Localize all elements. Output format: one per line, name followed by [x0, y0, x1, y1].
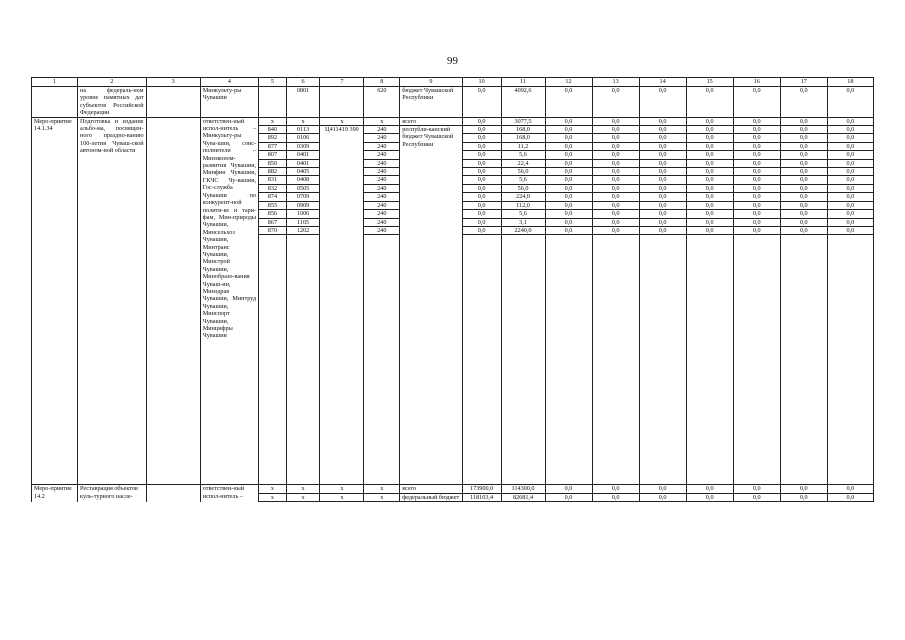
value-cell: 0,0: [686, 493, 733, 501]
value-cell: 0,0: [686, 168, 733, 176]
column-header: 14: [639, 78, 686, 87]
value-cell: 0,0: [592, 184, 639, 192]
value-cell: 0,0: [639, 176, 686, 184]
section-code-cell: 1202: [286, 226, 320, 234]
column-header: 12: [545, 78, 592, 87]
value-cell: 56,0: [501, 184, 545, 192]
value-cell: 0,0: [462, 126, 501, 134]
value-cell: 0,0: [733, 485, 780, 493]
value-cell: 0,0: [780, 168, 827, 176]
value-cell: 0,0: [639, 168, 686, 176]
value-cell: 0,0: [639, 210, 686, 218]
value-cell: [639, 235, 686, 485]
section-code-cell: 0801: [286, 87, 320, 118]
grbs-cell: 856: [259, 210, 287, 218]
value-cell: 0,0: [639, 218, 686, 226]
expense-type-cell: x: [364, 485, 400, 493]
value-cell: 0,0: [780, 184, 827, 192]
value-cell: 168,0: [501, 134, 545, 142]
value-cell: 0,0: [686, 201, 733, 209]
expense-type-cell: 240: [364, 168, 400, 176]
value-cell: 0,0: [733, 184, 780, 192]
value-cell: 0,0: [545, 201, 592, 209]
value-cell: 0,0: [462, 193, 501, 201]
section-code-cell: 0405: [286, 168, 320, 176]
value-cell: 0,0: [592, 218, 639, 226]
value-cell: 0,0: [780, 218, 827, 226]
value-cell: 0,0: [545, 193, 592, 201]
value-cell: 0,0: [545, 168, 592, 176]
column-header: 7: [320, 78, 364, 87]
expense-type-cell: 240: [364, 159, 400, 167]
value-cell: 3,1: [501, 218, 545, 226]
target-code-cell: [320, 87, 364, 118]
grbs-cell: [259, 235, 287, 485]
column-header: 1: [32, 78, 78, 87]
expense-type-cell: x: [364, 493, 400, 501]
value-cell: [592, 235, 639, 485]
funding-source-cell: всего: [400, 485, 462, 493]
value-cell: 4092,6: [501, 87, 545, 118]
value-cell: 0,0: [827, 218, 873, 226]
value-cell: 0,0: [733, 218, 780, 226]
column-header: 8: [364, 78, 400, 87]
value-cell: [501, 235, 545, 485]
section-code-cell: [286, 235, 320, 485]
value-cell: 0,0: [639, 226, 686, 234]
value-cell: [462, 235, 501, 485]
grbs-cell: 877: [259, 142, 287, 150]
value-cell: 5,6: [501, 210, 545, 218]
table-row: [32, 485, 874, 493]
value-cell: 0,0: [780, 176, 827, 184]
value-cell: 0,0: [733, 201, 780, 209]
value-cell: 0,0: [545, 151, 592, 159]
section-code-cell: 0909: [286, 201, 320, 209]
value-cell: 0,0: [686, 218, 733, 226]
value-cell: 173900,0: [462, 485, 501, 493]
value-cell: 0,0: [545, 176, 592, 184]
column-header: 13: [592, 78, 639, 87]
value-cell: 0,0: [462, 87, 501, 118]
column-header: 3: [146, 78, 200, 87]
value-cell: 0,0: [462, 151, 501, 159]
value-cell: 0,0: [545, 159, 592, 167]
value-cell: 0,0: [462, 159, 501, 167]
activity-name-cell: Реставрация объектов куль-турного насле-: [78, 485, 147, 502]
table-row: [32, 87, 874, 118]
column-header: 18: [827, 78, 873, 87]
value-cell: 0,0: [639, 485, 686, 493]
value-cell: 11,2: [501, 142, 545, 150]
expense-type-cell: 240: [364, 151, 400, 159]
value-cell: 0,0: [592, 210, 639, 218]
activity-name-cell: Подготовка и издание альбо-ма, посвящен-ного праздно-ванию 100-летия Чуваш-ской автоном-ной области: [78, 117, 147, 485]
value-cell: 0,0: [462, 142, 501, 150]
value-cell: 0,0: [592, 193, 639, 201]
value-cell: 0,0: [827, 117, 873, 125]
column-header: 15: [686, 78, 733, 87]
value-cell: 0,0: [462, 201, 501, 209]
column-header: 4: [200, 78, 258, 87]
section-code-cell: 0113: [286, 126, 320, 134]
grbs-cell: 867: [259, 218, 287, 226]
value-cell: 0,0: [780, 159, 827, 167]
section-code-cell: 0709: [286, 193, 320, 201]
value-cell: 82681,4: [501, 493, 545, 501]
grbs-cell: x: [259, 485, 287, 493]
value-cell: 0,0: [733, 168, 780, 176]
expense-type-cell: 240: [364, 218, 400, 226]
value-cell: 2240,0: [501, 226, 545, 234]
value-cell: 0,0: [827, 201, 873, 209]
funding-source-cell: республи-канский бюджет Чувашской Республики: [400, 126, 462, 485]
value-cell: 0,0: [639, 151, 686, 159]
column-header: 17: [780, 78, 827, 87]
value-cell: 0,0: [639, 134, 686, 142]
value-cell: 0,0: [827, 493, 873, 501]
expense-type-cell: 240: [364, 142, 400, 150]
value-cell: 5,6: [501, 151, 545, 159]
value-cell: 0,0: [545, 117, 592, 125]
expense-type-cell: [364, 235, 400, 485]
value-cell: 0,0: [733, 159, 780, 167]
funding-source-cell: бюджет Чувашской Республики: [400, 87, 462, 118]
value-cell: 0,0: [686, 184, 733, 192]
section-code-cell: 0401: [286, 159, 320, 167]
grbs-cell: 892: [259, 134, 287, 142]
value-cell: 0,0: [686, 134, 733, 142]
value-cell: 0,0: [639, 117, 686, 125]
column-header: 9: [400, 78, 462, 87]
value-cell: 0,0: [545, 218, 592, 226]
value-cell: 0,0: [462, 168, 501, 176]
section-code-cell: 0401: [286, 151, 320, 159]
value-cell: [686, 235, 733, 485]
grbs-cell: 870: [259, 226, 287, 234]
page-number: 99: [447, 55, 458, 67]
section-code-cell: 1006: [286, 210, 320, 218]
value-cell: 0,0: [827, 210, 873, 218]
empty-cell: [146, 117, 200, 485]
value-cell: 0,0: [592, 226, 639, 234]
column-header: 16: [733, 78, 780, 87]
value-cell: 56,0: [501, 168, 545, 176]
value-cell: 224,0: [501, 193, 545, 201]
grbs-cell: 831: [259, 176, 287, 184]
value-cell: [733, 235, 780, 485]
value-cell: 0,0: [592, 126, 639, 134]
section-code-cell: 0309: [286, 142, 320, 150]
expense-type-cell: 240: [364, 176, 400, 184]
value-cell: 0,0: [686, 485, 733, 493]
value-cell: 0,0: [545, 126, 592, 134]
value-cell: 0,0: [827, 193, 873, 201]
value-cell: 112,0: [501, 201, 545, 209]
value-cell: 0,0: [686, 159, 733, 167]
value-cell: 0,0: [545, 210, 592, 218]
value-cell: 0,0: [733, 151, 780, 159]
executor-cell: ответствен-ный испол-нитель – Минкульту-ры Чува-шии, соис-полнители – Минэконом-развития Чувашии, Минфин Чувашии, ГКЧС Чу-вашии, Гос-служба Чувашии по конкурент-ной полити-ке и тари-фам, Мин-природы Чувашии, Минсельхоз Чувашии, Минтранс Чувашии, Минстрой Чувашии, Минобразо-вания Чуваш-ии, Минздрав Чувашии, Минтруд Чувашии, Минспорт Чувашии, Минцифры Чувашии: [200, 117, 258, 485]
value-cell: 0,0: [733, 142, 780, 150]
value-cell: 0,0: [592, 134, 639, 142]
value-cell: 0,0: [780, 493, 827, 501]
value-cell: 0,0: [592, 87, 639, 118]
grbs-cell: 807: [259, 151, 287, 159]
executor-cell: ответствен-ный испол-нитель –: [200, 485, 258, 502]
value-cell: 0,0: [545, 134, 592, 142]
value-cell: 0,0: [733, 126, 780, 134]
expense-type-cell: 240: [364, 184, 400, 192]
expense-type-cell: 240: [364, 193, 400, 201]
column-header: 6: [286, 78, 320, 87]
section-code-cell: x: [286, 493, 320, 501]
value-cell: 0,0: [592, 117, 639, 125]
value-cell: 0,0: [686, 151, 733, 159]
value-cell: 0,0: [780, 201, 827, 209]
value-cell: 0,0: [827, 134, 873, 142]
section-code-cell: 0505: [286, 184, 320, 192]
value-cell: 0,0: [686, 176, 733, 184]
value-cell: 0,0: [827, 142, 873, 150]
value-cell: 118103,4: [462, 493, 501, 501]
empty-cell: [146, 485, 200, 502]
value-cell: 0,0: [733, 134, 780, 142]
value-cell: 3077,5: [501, 117, 545, 125]
activity-id-cell: Меро-приятие 14.2: [32, 485, 78, 502]
value-cell: 0,0: [827, 168, 873, 176]
value-cell: 0,0: [545, 493, 592, 501]
section-code-cell: 0408: [286, 176, 320, 184]
value-cell: 0,0: [733, 226, 780, 234]
value-cell: 0,0: [780, 134, 827, 142]
expense-type-cell: x: [364, 117, 400, 125]
value-cell: 0,0: [592, 142, 639, 150]
grbs-cell: 855: [259, 201, 287, 209]
value-cell: 0,0: [545, 226, 592, 234]
value-cell: 0,0: [827, 159, 873, 167]
value-cell: 0,0: [780, 126, 827, 134]
value-cell: 0,0: [639, 201, 686, 209]
empty-cell: [146, 87, 200, 118]
value-cell: 0,0: [462, 184, 501, 192]
value-cell: 0,0: [639, 126, 686, 134]
table-row: [32, 117, 874, 125]
value-cell: 0,0: [592, 485, 639, 493]
value-cell: 0,0: [462, 218, 501, 226]
value-cell: 168,0: [501, 126, 545, 134]
value-cell: 0,0: [780, 117, 827, 125]
value-cell: 0,0: [545, 87, 592, 118]
activity-id-cell: Меро-приятие 14.1.34: [32, 117, 78, 485]
activity-name-cell: на федераль-ном уровне памятных дат субъектов Российской Федерации: [78, 87, 147, 118]
value-cell: 0,0: [780, 87, 827, 118]
value-cell: 0,0: [592, 168, 639, 176]
funding-source-cell: всего: [400, 117, 462, 125]
target-code-cell: x: [320, 493, 364, 501]
value-cell: [827, 235, 873, 485]
value-cell: 0,0: [686, 193, 733, 201]
value-cell: 0,0: [686, 210, 733, 218]
grbs-cell: x: [259, 493, 287, 501]
value-cell: 0,0: [639, 184, 686, 192]
value-cell: 5,6: [501, 176, 545, 184]
value-cell: 0,0: [462, 210, 501, 218]
value-cell: 0,0: [545, 485, 592, 493]
value-cell: 0,0: [733, 176, 780, 184]
value-cell: 0,0: [462, 117, 501, 125]
value-cell: 0,0: [827, 485, 873, 493]
value-cell: 0,0: [686, 126, 733, 134]
value-cell: 0,0: [733, 87, 780, 118]
grbs-cell: [259, 87, 287, 118]
grbs-cell: 874: [259, 193, 287, 201]
value-cell: 0,0: [827, 126, 873, 134]
grbs-cell: 840: [259, 126, 287, 134]
value-cell: 0,0: [545, 184, 592, 192]
value-cell: 0,0: [639, 159, 686, 167]
value-cell: 0,0: [462, 134, 501, 142]
grbs-cell: 832: [259, 184, 287, 192]
budget-table: [31, 77, 874, 502]
grbs-cell: 882: [259, 168, 287, 176]
value-cell: [780, 235, 827, 485]
value-cell: 0,0: [733, 117, 780, 125]
expense-type-cell: 240: [364, 201, 400, 209]
activity-id-cell: [32, 87, 78, 118]
value-cell: 0,0: [686, 87, 733, 118]
column-header: 5: [259, 78, 287, 87]
value-cell: 0,0: [827, 151, 873, 159]
value-cell: 0,0: [733, 193, 780, 201]
funding-source-cell: федеральный бюджет: [400, 493, 462, 501]
value-cell: 0,0: [639, 493, 686, 501]
section-code-cell: 0106: [286, 134, 320, 142]
value-cell: 0,0: [827, 87, 873, 118]
column-header: 11: [501, 78, 545, 87]
value-cell: 0,0: [733, 493, 780, 501]
value-cell: 0,0: [780, 151, 827, 159]
value-cell: 0,0: [686, 142, 733, 150]
table-body: [32, 78, 874, 502]
value-cell: 114300,0: [501, 485, 545, 493]
value-cell: 0,0: [827, 184, 873, 192]
expense-type-cell: 240: [364, 126, 400, 134]
value-cell: 0,0: [827, 176, 873, 184]
value-cell: 0,0: [592, 493, 639, 501]
value-cell: 0,0: [592, 159, 639, 167]
target-code-cell: x: [320, 117, 364, 125]
value-cell: 0,0: [780, 210, 827, 218]
expense-type-cell: 240: [364, 210, 400, 218]
expense-type-cell: 240: [364, 226, 400, 234]
section-code-cell: x: [286, 117, 320, 125]
value-cell: 0,0: [780, 142, 827, 150]
value-cell: 0,0: [462, 226, 501, 234]
value-cell: 22,4: [501, 159, 545, 167]
target-code-cell: Ц411419 390: [320, 126, 364, 485]
value-cell: 0,0: [639, 193, 686, 201]
value-cell: 0,0: [686, 226, 733, 234]
section-code-cell: 1105: [286, 218, 320, 226]
executor-cell: Минкульту-ры Чувашии: [200, 87, 258, 118]
value-cell: 0,0: [639, 87, 686, 118]
header-row: [32, 78, 874, 87]
value-cell: 0,0: [686, 117, 733, 125]
value-cell: 0,0: [592, 151, 639, 159]
value-cell: 0,0: [592, 176, 639, 184]
value-cell: 0,0: [780, 485, 827, 493]
column-header: 10: [462, 78, 501, 87]
value-cell: 0,0: [827, 226, 873, 234]
value-cell: 0,0: [545, 142, 592, 150]
value-cell: [545, 235, 592, 485]
value-cell: 0,0: [733, 210, 780, 218]
section-code-cell: x: [286, 485, 320, 493]
grbs-cell: 850: [259, 159, 287, 167]
target-code-cell: x: [320, 485, 364, 493]
value-cell: 0,0: [780, 226, 827, 234]
value-cell: 0,0: [639, 142, 686, 150]
column-header: 2: [78, 78, 147, 87]
expense-type-cell: 620: [364, 87, 400, 118]
expense-type-cell: 240: [364, 134, 400, 142]
value-cell: 0,0: [780, 193, 827, 201]
value-cell: 0,0: [462, 176, 501, 184]
value-cell: 0,0: [592, 201, 639, 209]
grbs-cell: x: [259, 117, 287, 125]
